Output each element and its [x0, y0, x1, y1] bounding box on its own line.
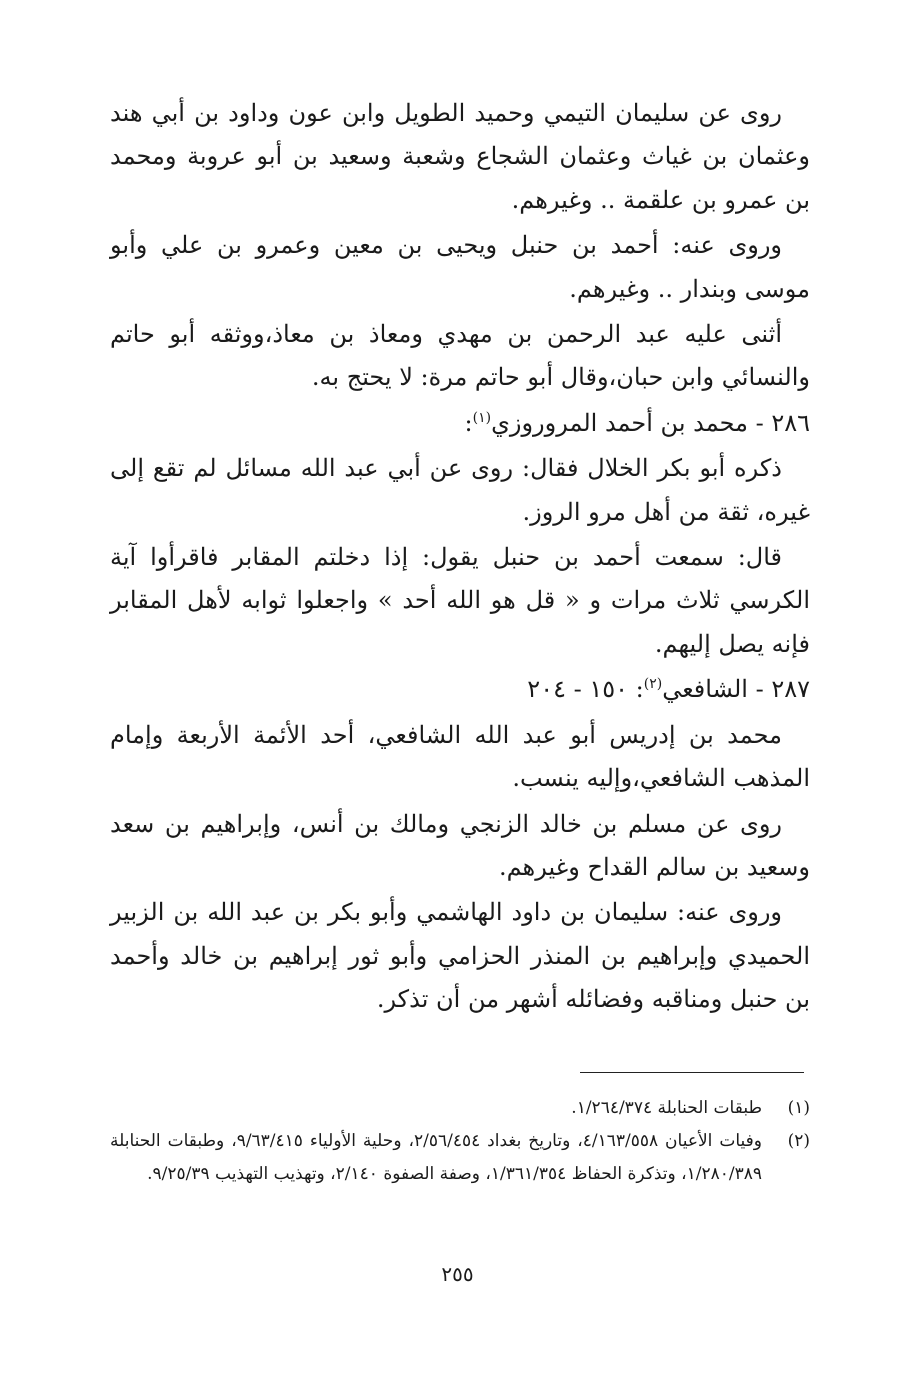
entry-286-title: ٢٨٦ - محمد بن أحمد المروروزي: [491, 408, 810, 437]
footnote-text: وفيات الأعيان ٤/١٦٣/٥٥٨، وتاريخ بغداد ٢/٥٦/٤٥٤، وحلية الأولياء ٩/٦٣/٤١٥، وطبقات الحنابلة ١/٢٨٠/٣٨٩، وتذكرة الحفاظ ١/٣٦١/٣٥٤، وصفة الصفوة ٢/١٤٠، وتهذيب التهذيب ٩/٢٥/٣٩.: [110, 1131, 762, 1184]
footnote-number: (١): [787, 1098, 810, 1118]
entry-287-heading: [110, 668, 810, 711]
entry-287-paragraph: محمد بن إدريس أبو عبد الله الشافعي، أحد الأئمة الأربعة وإمام المذهب الشافعي،وإليه ينسب.: [110, 720, 810, 793]
page-number: ٢٥٥: [441, 1262, 474, 1286]
main-text: [110, 92, 810, 1024]
entry-287-paragraph: وروى عنه: سليمان بن داود الهاشمي وأبو بكر بن عبد الله بن الزبير الحميدي وإبراهيم بن المنذر الحزامي وأبو ثور إبراهيم بن خالد وأحمد بن حنبل ومناقبه وفضائله أشهر من أن تذكر.: [110, 898, 810, 1014]
footnote-text: طبقات الحنابلة ١/٢٦٤/٣٧٤.: [571, 1098, 762, 1118]
entry-286-paragraph: قال: سمعت أحمد بن حنبل يقول: إذا دخلتم المقابر فاقرأوا آية الكرسي ثلاث مرات و « قل هو الله أحد » واجعلوا ثوابه لأهل المقابر فإنه يصل إليهم.: [110, 543, 810, 658]
footnote-ref-1: (١): [472, 409, 492, 426]
footnotes: [110, 1070, 810, 1191]
entry-286-suffix: :: [464, 408, 473, 437]
entry-287-paragraph: روى عن مسلم بن خالد الزنجي ومالك بن أنس، وإبراهيم بن سعد وسعيد بن سالم القداح وغيرهم.: [110, 809, 810, 881]
footnote-number: (٢): [787, 1131, 810, 1151]
entry-286-heading: [110, 402, 810, 445]
entry-287-dates: : ١٥٠ - ٢٠٤: [527, 675, 644, 704]
paragraph-praise: أثنى عليه عبد الرحمن بن مهدي ومعاذ بن معاذ،ووثقه أبو حاتم والنسائي وابن حبان،وقال أبو حاتم مرة: لا يحتج به.: [110, 320, 810, 392]
paragraph-narrators-to: وروى عنه: أحمد بن حنبل ويحيى بن معين وعمرو بن علي وأبو موسى وبندار .. وغيرهم.: [110, 231, 810, 303]
entry-286-paragraph: ذكره أبو بكر الخلال فقال: روى عن أبي عبد الله مسائل لم تقع إلى غيره، ثقة من أهل مرو الروز.: [110, 454, 810, 526]
entry-287-title: ٢٨٧ - الشافعي: [662, 675, 810, 704]
paragraph-narrators-from: روى عن سليمان التيمي وحميد الطويل وابن عون وداود بن أبي هند وعثمان بن غياث وعثمان الشجاع وشعبة وسعيد بن أبو عروبة ومحمد بن عمرو بن علقمة .. وغيرهم.: [110, 99, 810, 214]
footnote-ref-2: (٢): [643, 676, 663, 693]
footnote: [110, 1125, 810, 1191]
footnote: [110, 1092, 810, 1125]
